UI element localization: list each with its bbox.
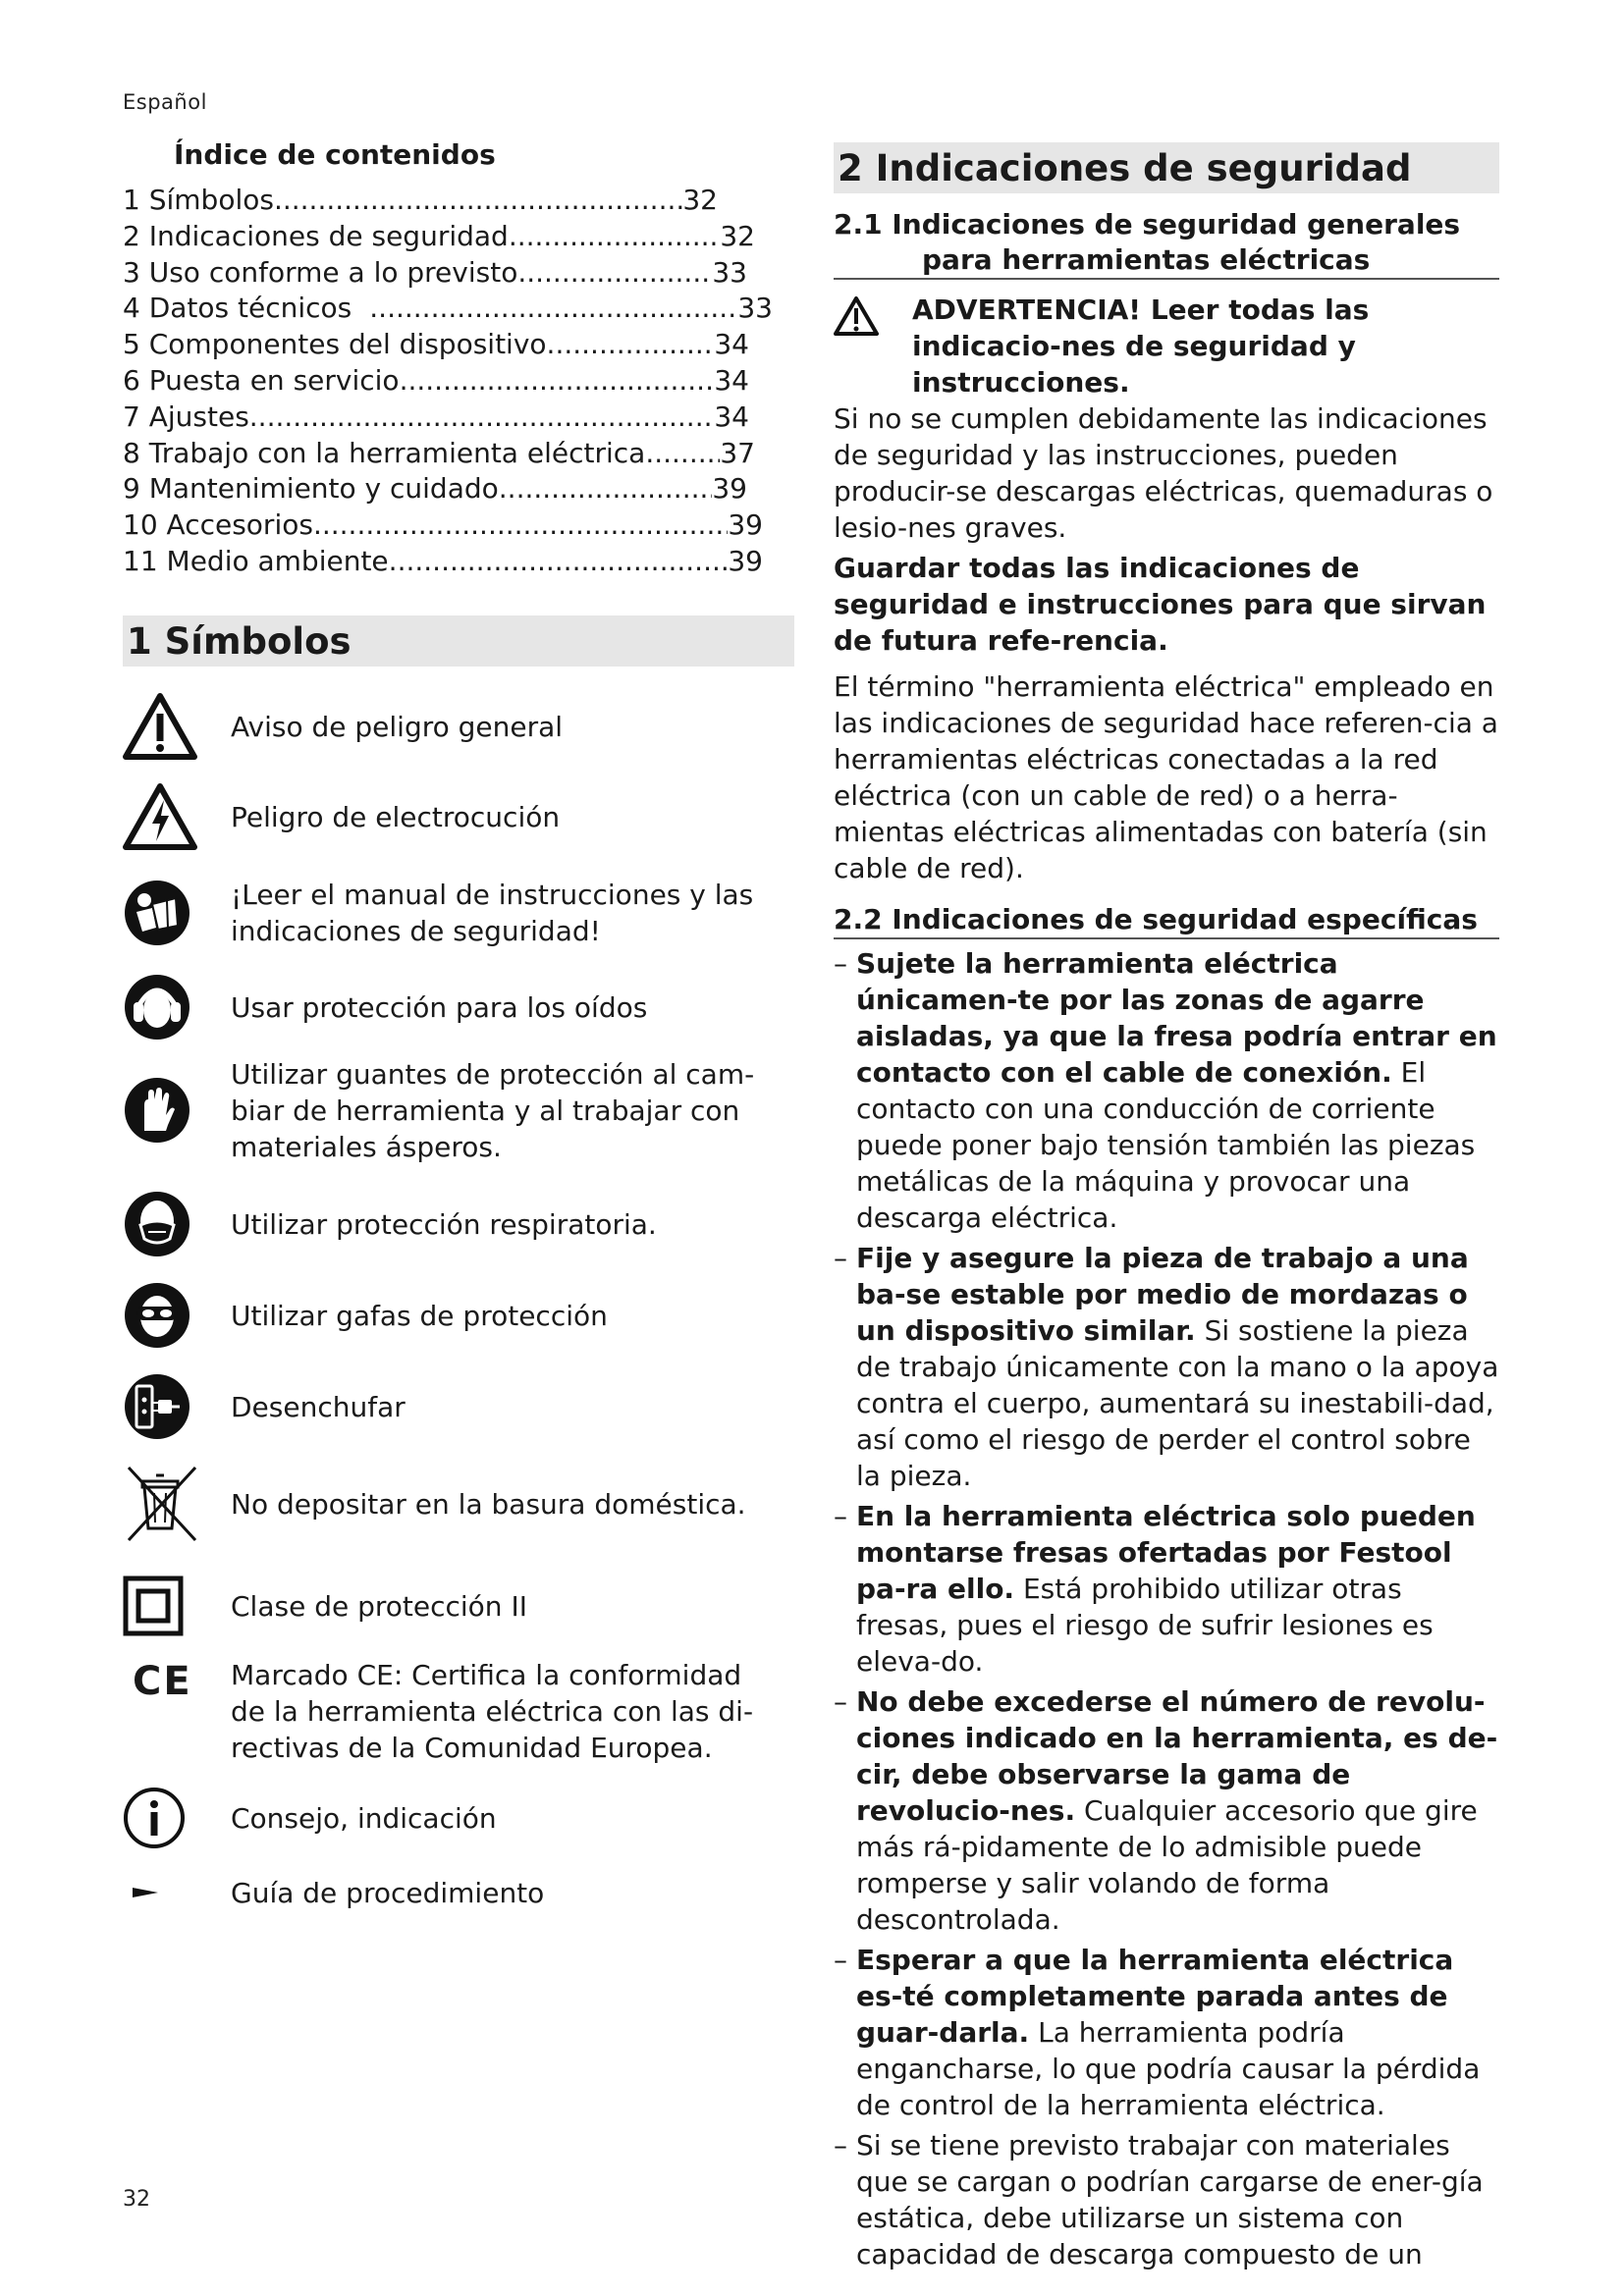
list-item: – Si se tiene previsto trabajar con materiales que se cargan o podrían cargarse de ener-gía estática, debe utilizarse un sistema con capacidad de descarga compuesto de un <box>834 2129 1484 2270</box>
protective-gloves-icon <box>123 1071 231 1149</box>
table-of-contents <box>123 137 786 580</box>
symbol-row: Peligro de electrocución <box>123 777 786 856</box>
symbols-heading: 1 Símbolos <box>123 615 794 667</box>
toc-entry[interactable]: 2 Indicaciones de seguridad ..... 32 <box>123 219 755 255</box>
toc-entry[interactable]: 6 Puesta en servicio ..... 34 <box>123 363 749 400</box>
specific-safety-subheading: 2.2 Indicaciones de seguridad específicas <box>834 903 1478 935</box>
respiratory-protection-icon <box>123 1185 231 1263</box>
symbol-row: No depositar en la basura doméstica. <box>123 1460 786 1548</box>
electrocution-warning-icon <box>123 777 231 856</box>
ear-protection-icon <box>123 968 231 1046</box>
toc-entry[interactable]: 11 Medio ambiente ..... 39 <box>123 544 763 580</box>
divider <box>834 278 1499 280</box>
list-item: – Fije y asegure la pieza de trabajo a una ba-se estable por medio de mordazas o un dispositivo similar. Si sostiene la pieza de trabajo únicamente con la mano o la apoya contra el cuerpo, aumentará su inestabili-dad, así como el riesgo de perder el control sobre la pieza. <box>834 1242 1499 1492</box>
symbol-row: Usar protección para los oídos <box>123 968 786 1046</box>
toc-entry[interactable]: 1 Símbolos ..... 32 <box>123 183 718 219</box>
toc-list <box>123 183 786 580</box>
symbol-row: ¡Leer el manual de instrucciones y las indicaciones de seguridad! <box>123 874 786 952</box>
ce-mark-icon: CE <box>133 1659 192 1704</box>
symbol-row: Guía de procedimiento <box>123 1853 786 1932</box>
toc-entry[interactable]: 9 Mantenimiento y cuidado ..... 39 <box>123 471 747 507</box>
symbol-row: Utilizar guantes de protección al cam-biar de herramienta y al trabajar con materiales ásperos. <box>123 1056 786 1164</box>
toc-entry[interactable]: 10 Accesorios ..... 39 <box>123 507 763 544</box>
toc-entry[interactable]: 3 Uso conforme a lo previsto ..... 33 <box>123 255 747 292</box>
divider <box>834 937 1499 939</box>
keep-instructions-note: Guardar todas las indicaciones de seguridad e instrucciones para que sirvan de futura refe-rencia. <box>834 552 1487 657</box>
toc-entry[interactable]: 8 Trabajo con la herramienta eléctrica ..... 37 <box>123 436 755 472</box>
general-warning-icon <box>123 687 231 766</box>
read-manual-icon <box>123 874 231 952</box>
list-item: – Esperar a que la herramienta eléctrica es-té completamente parada antes de guar-darla. La herramienta podría engancharse, lo que podría causar la pérdida de control de la herramienta eléctrica. <box>834 1944 1481 2121</box>
general-safety-subheading: 2.1 Indicaciones de seguridad generales para herramientas eléctricas <box>834 208 1461 276</box>
symbol-row: Aviso de peligro general <box>123 687 786 766</box>
warning-paragraph: ADVERTENCIA! Leer todas las indicacio-nes de seguridad y instrucciones. Si no se cumplen debidamente las indicaciones de seguridad y las instrucciones, pueden producir-se descargas eléctricas, quemaduras o lesio-nes graves. <box>834 294 1493 544</box>
safety-heading: 2 Indicaciones de seguridad <box>834 142 1499 193</box>
procedure-arrow-icon <box>123 1853 231 1932</box>
crossed-bin-icon <box>123 1460 231 1548</box>
symbol-row: Consejo, indicación <box>123 1779 786 1857</box>
toc-entry[interactable]: 7 Ajustes ..... 34 <box>123 400 749 436</box>
list-item: – Sujete la herramienta eléctrica únicamen-te por las zonas de agarre aisladas, ya que la fresa podría entrar en contacto con el cable de conexión. El contacto con una conducción de corriente puede poner bajo tensión también las piezas metálicas de la máquina y provocar una descarga eléctrica. <box>834 947 1497 1234</box>
protection-class-ii-icon <box>123 1567 231 1645</box>
symbol-row: Desenchufar <box>123 1367 786 1446</box>
symbol-row: Clase de protección II <box>123 1567 786 1645</box>
symbol-row: Utilizar protección respiratoria. <box>123 1185 786 1263</box>
list-item: – En la herramienta eléctrica solo pueden montarse fresas ofertadas por Festool pa-ra ello. Está prohibido utilizar otras fresas, pues el riesgo de sufrir lesiones es eleva-do. <box>834 1500 1476 1678</box>
safety-goggles-icon <box>123 1276 231 1355</box>
toc-title: Índice de contenidos <box>174 138 496 171</box>
toc-entry[interactable]: 5 Componentes del dispositivo ..... 34 <box>123 327 749 363</box>
list-item: – No debe excederse el número de revolu-ciones indicado en la herramienta, es de-cir, debe observarse la gama de revolucio-nes. Cualquier accesorio que gire más rá-pidamente de lo admisible puede romperse y salir volando de forma descontrolada. <box>834 1685 1498 1936</box>
page-number: 32 <box>123 2187 150 2212</box>
symbol-row: Utilizar gafas de protección <box>123 1276 786 1355</box>
term-definition: El término "herramienta eléctrica" empleado en las indicaciones de seguridad hace referen-cia a herramientas eléctricas conectadas a la red eléctrica (con un cable de red) o a herra-mientas eléctricas alimentadas con batería (sin cable de red). <box>834 670 1498 884</box>
warning-triangle-icon <box>834 295 879 346</box>
unplug-icon <box>123 1367 231 1446</box>
symbol-row: CE Marcado CE: Certifica la conformidad de la herramienta eléctrica con las di-rectivas de la Comunidad Europea. <box>123 1657 786 1765</box>
toc-entry[interactable]: 4 Datos técnicos ..... 33 <box>123 291 773 327</box>
info-icon <box>123 1779 231 1857</box>
safety-section <box>834 142 1499 2272</box>
language-label: Español <box>123 90 207 114</box>
